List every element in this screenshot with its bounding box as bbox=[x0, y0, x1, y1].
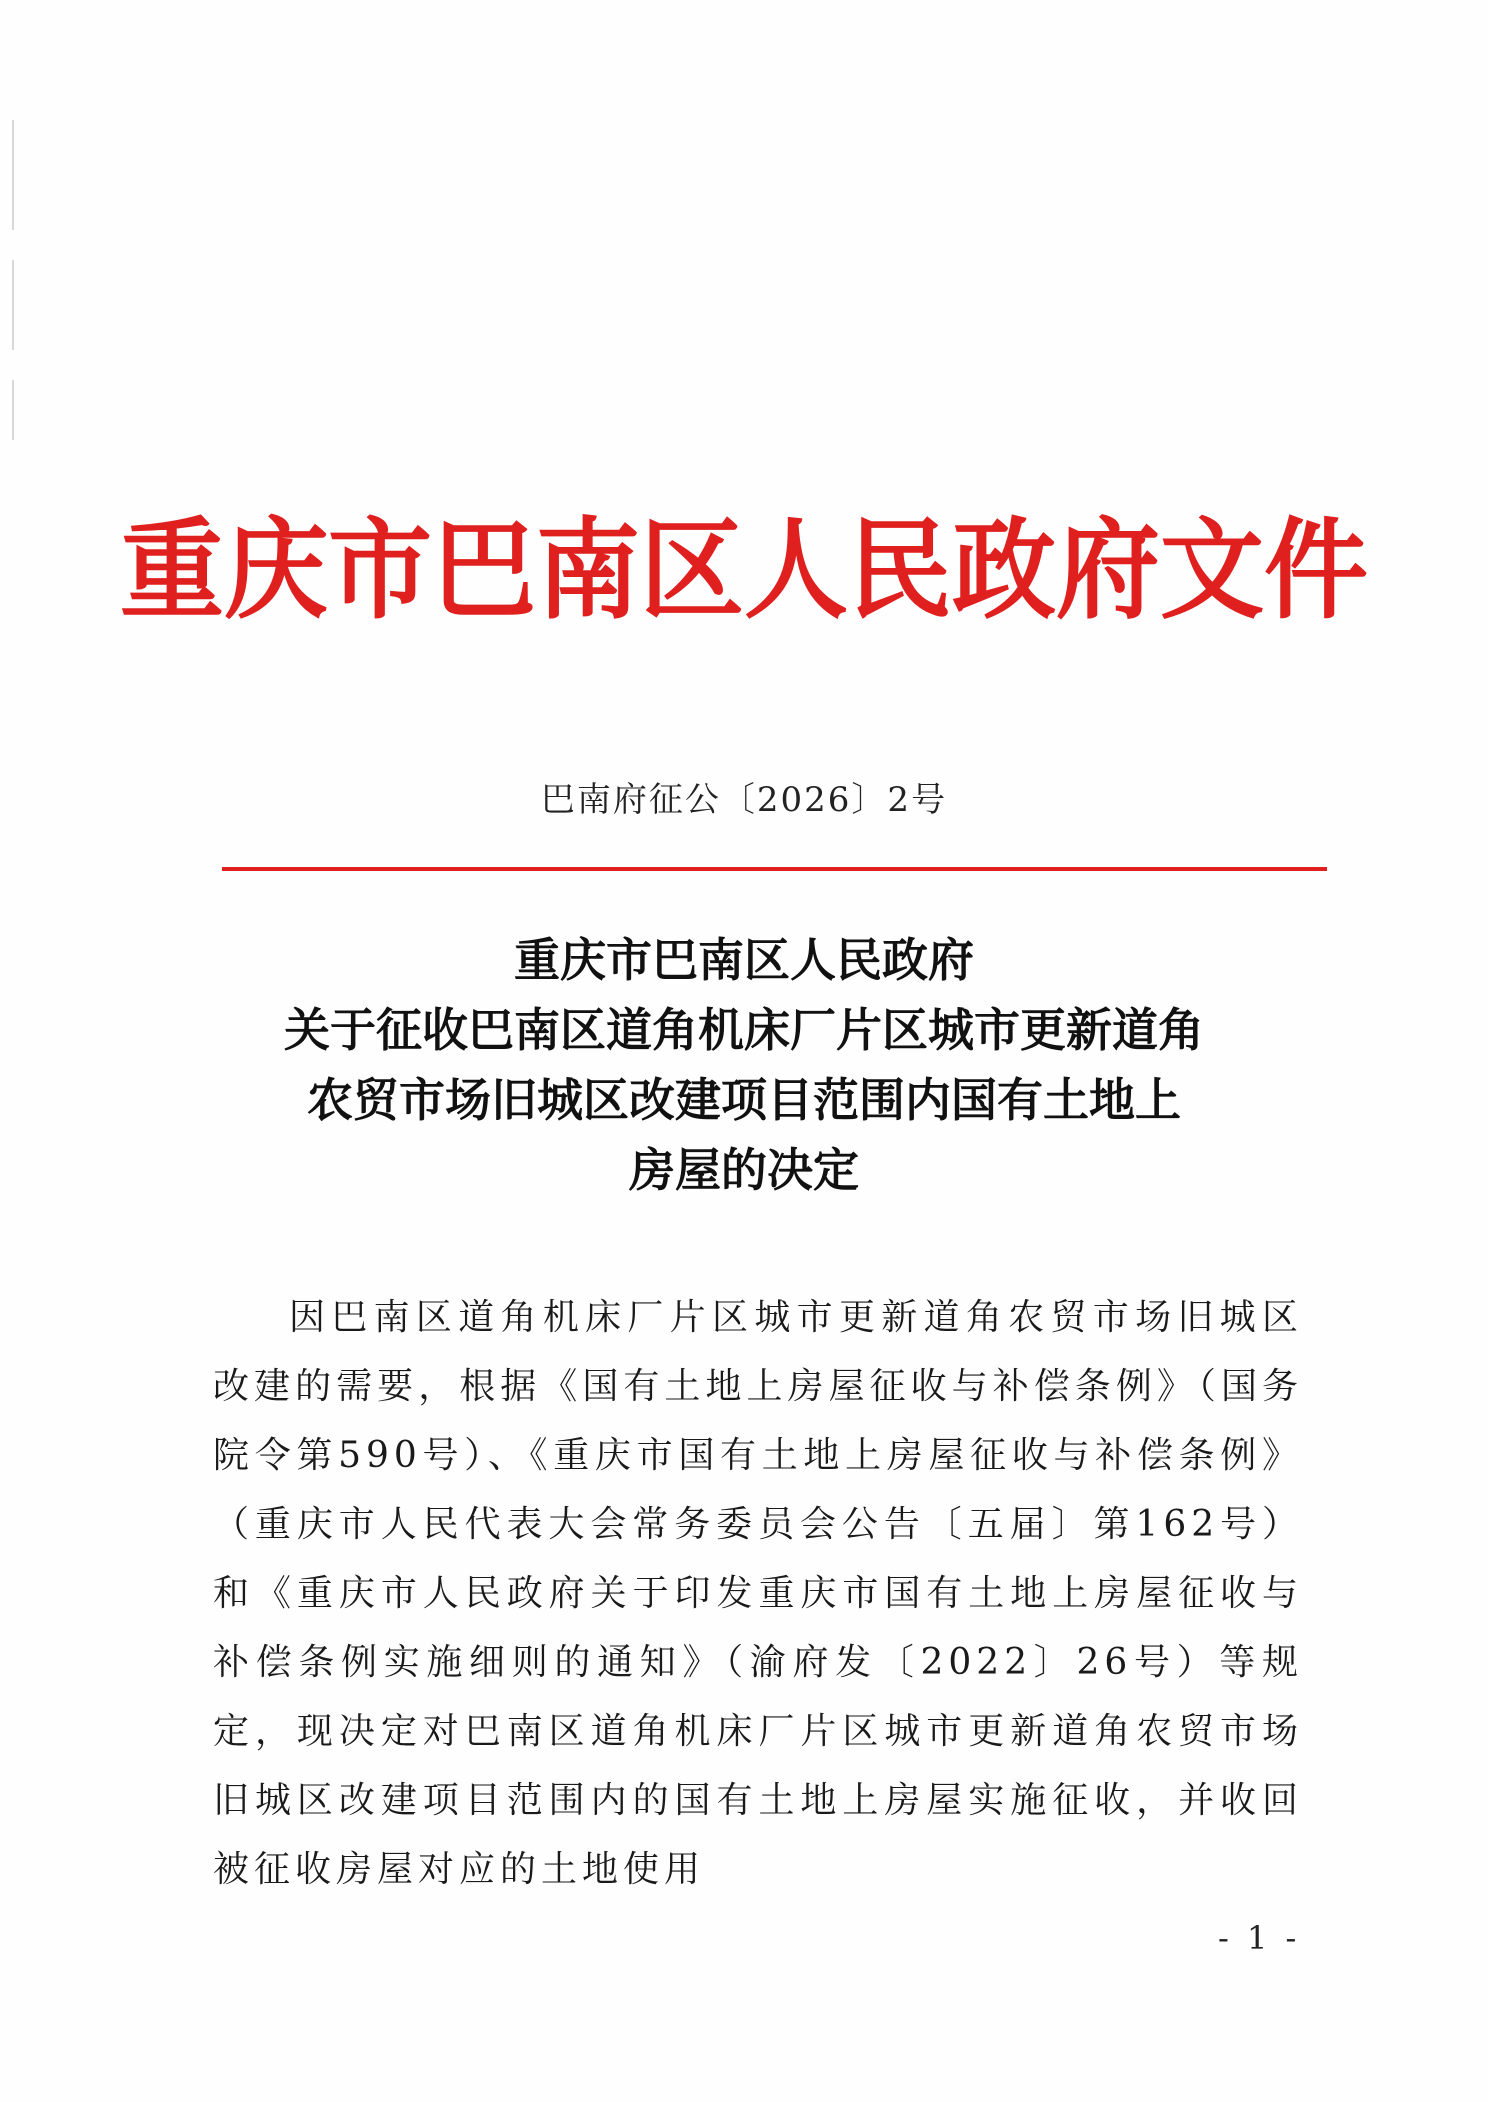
title-line-1: 重庆市巴南区人民政府 bbox=[514, 933, 974, 987]
page-number: - 1 - bbox=[1218, 1919, 1301, 1957]
issuing-authority-header: 重庆市巴南区人民政府文件 bbox=[119, 504, 1368, 635]
scan-edge-artifact bbox=[12, 260, 14, 350]
scan-edge-artifact bbox=[12, 380, 14, 440]
scan-edge-artifact bbox=[12, 120, 14, 230]
red-divider-line bbox=[222, 867, 1327, 871]
document-title bbox=[0, 925, 1488, 1205]
body-paragraph: 因巴南区道角机床厂片区城市更新道角农贸市场旧城区改建的需要，根据《国有土地上房屋征收与补偿条例》（国务院令第590号）、《重庆市国有土地上房屋征收与补偿条例》（重庆市人民代表大会常务委员会公告〔五届〕第162号）和《重庆市人民政府关于印发重庆市国有土地上房屋征收与补偿条例实施细则的通知》（渝府发〔2022〕26号）等规定，现决定对巴南区道角机床厂片区城市更新道角农贸市场旧城区改建项目范围内的国有土地上房屋实施征收，并收回被征收房屋对应的土地使用 bbox=[213, 1297, 1303, 1890]
title-line-3: 农贸市场旧城区改建项目范围内国有土地上 bbox=[307, 1073, 1181, 1127]
title-line-4: 房屋的决定 bbox=[629, 1143, 859, 1197]
document-number: 巴南府征公〔2026〕2号 bbox=[540, 780, 948, 820]
title-line-2: 关于征收巴南区道角机床厂片区城市更新道角 bbox=[284, 1003, 1204, 1057]
